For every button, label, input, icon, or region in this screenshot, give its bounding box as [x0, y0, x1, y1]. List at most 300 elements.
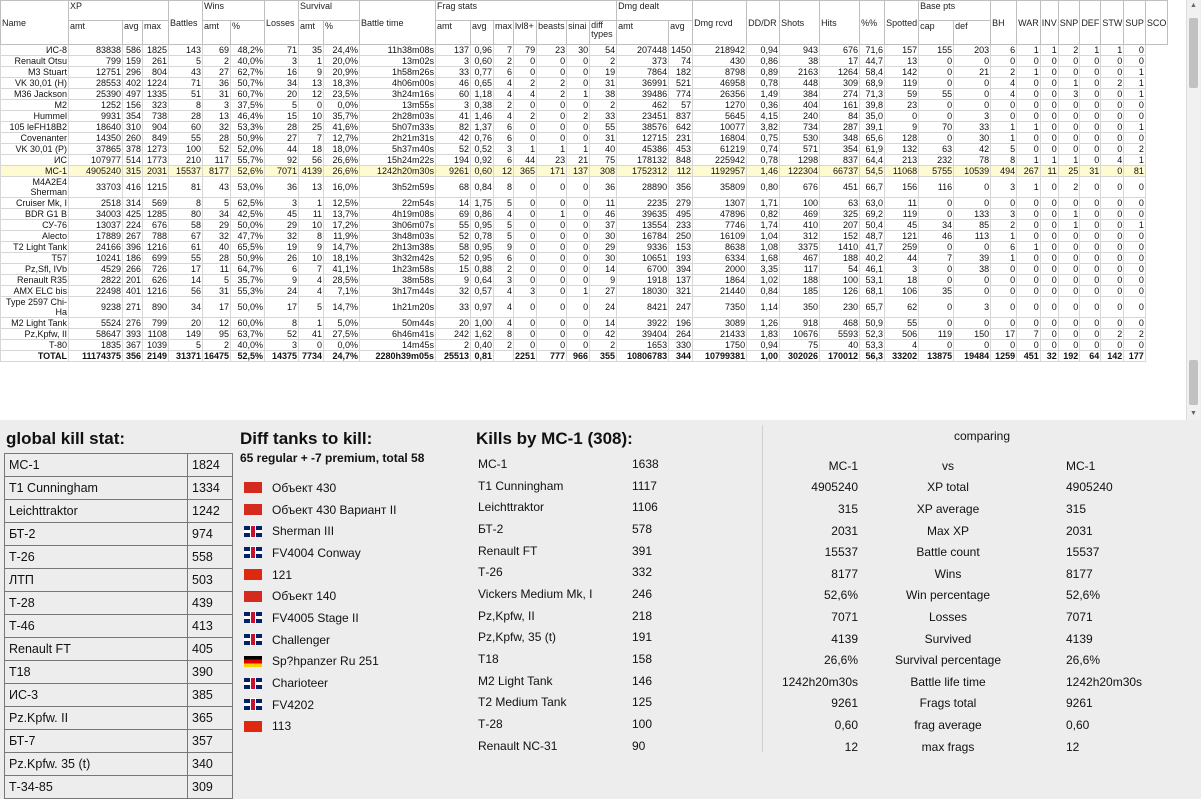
- table-cell: 35: [919, 286, 954, 297]
- kill-count: 1242: [188, 500, 233, 523]
- table-cell: 0: [1101, 286, 1124, 297]
- table-cell: 13: [299, 177, 324, 198]
- table-cell: 1285: [143, 209, 169, 220]
- table-cell: 33: [436, 297, 471, 318]
- table-cell: 126: [820, 286, 860, 297]
- table-cell: 41: [299, 329, 324, 340]
- col-frag-lvl8-header[interactable]: lvl8+: [514, 21, 537, 45]
- total-cell: [494, 351, 514, 362]
- table-row[interactable]: [1, 177, 1168, 198]
- table-cell: 3h06m07s: [360, 220, 436, 231]
- right-value: 15537: [1066, 545, 1100, 560]
- table-cell: 514: [123, 155, 143, 166]
- table-cell: 68,1: [860, 286, 885, 297]
- table-cell: 5: [203, 198, 231, 209]
- table-cell: 38m58s: [360, 275, 436, 286]
- list-item: [478, 735, 762, 757]
- table-cell: 196: [669, 318, 693, 329]
- table-cell: 218942: [693, 45, 747, 56]
- table-row[interactable]: [1, 286, 1168, 297]
- table-row[interactable]: [1, 231, 1168, 242]
- table-cell: 1,62: [471, 329, 494, 340]
- list-item: [5, 615, 233, 638]
- table-cell: 56: [169, 286, 203, 297]
- tank-name: FV4202: [272, 697, 315, 712]
- kill-count: 218: [632, 608, 653, 623]
- col-frag-stats-header[interactable]: Frag stats: [436, 1, 617, 21]
- table-row[interactable]: [1, 329, 1168, 340]
- table-cell: 5h37m40s: [360, 144, 436, 155]
- diff-tanks-title: Diff tanks to kill:: [240, 429, 373, 448]
- left-value: 7071: [831, 609, 858, 624]
- table-cell: 0,86: [471, 209, 494, 220]
- right-value: 1242h20m30s: [1066, 674, 1143, 689]
- table-cell: 8421: [617, 297, 669, 318]
- table-cell: 6: [991, 242, 1017, 253]
- tank-name-cell: Alecto: [1, 231, 69, 242]
- metric-label: Frags total: [919, 696, 977, 711]
- table-cell: 25390: [69, 89, 123, 100]
- table-cell: 430: [693, 56, 747, 67]
- table-cell: 43: [203, 177, 231, 198]
- table-cell: 1,00: [471, 318, 494, 329]
- table-row[interactable]: [1, 89, 1168, 100]
- table-cell: 309: [820, 78, 860, 89]
- total-cell: 192: [1058, 351, 1080, 362]
- table-cell: 32: [203, 122, 231, 133]
- table-cell: 0: [567, 340, 590, 351]
- table-cell: 0,77: [471, 67, 494, 78]
- col-war-header[interactable]: WAR: [1017, 1, 1041, 45]
- table-cell: 36: [590, 177, 617, 198]
- table-cell: 30: [567, 45, 590, 56]
- table-cell: 1410: [820, 242, 860, 253]
- table-cell: 7: [299, 133, 324, 144]
- table-cell: 6: [494, 122, 514, 133]
- table-cell: 2: [203, 56, 231, 67]
- table-cell: 0: [1101, 231, 1124, 242]
- kill-count: 974: [188, 523, 233, 546]
- tank-name: Pz,Kpfw, II: [478, 608, 535, 623]
- table-cell: 1: [1017, 155, 1041, 166]
- table-cell: 33: [590, 111, 617, 122]
- table-cell: 0: [567, 242, 590, 253]
- table-cell: 308: [590, 166, 617, 177]
- table-cell: 46: [436, 78, 471, 89]
- table-row[interactable]: [1, 297, 1168, 318]
- table-cell: 4: [494, 111, 514, 122]
- total-cell: 2251: [515, 351, 536, 361]
- table-row[interactable]: [1, 67, 1168, 78]
- table-cell: 5524: [69, 318, 123, 329]
- table-cell: 425: [123, 209, 143, 220]
- table-cell: 20: [169, 318, 203, 329]
- metric-label: frag average: [914, 717, 982, 732]
- table-row[interactable]: [1, 209, 1168, 220]
- table-cell: 9: [265, 275, 299, 286]
- table-cell: 0: [1058, 56, 1080, 67]
- table-cell: 0,96: [471, 45, 494, 56]
- scroll-down-icon[interactable]: ▼: [1190, 410, 1197, 417]
- table-cell: 5: [203, 275, 231, 286]
- col-spotted-header[interactable]: Spotted: [885, 1, 919, 45]
- col-wins-header[interactable]: Wins: [203, 1, 265, 21]
- table-cell: 0: [919, 133, 954, 144]
- col-base-def-header[interactable]: def: [954, 21, 991, 45]
- scrollbar-thumb[interactable]: [1189, 18, 1198, 88]
- table-cell: 58,4: [860, 67, 885, 78]
- col-sup-header[interactable]: SUP: [1124, 1, 1146, 45]
- table-cell: 1864: [693, 275, 747, 286]
- table-cell: 2: [1101, 329, 1124, 340]
- table-cell: 0,92: [471, 155, 494, 166]
- table-cell: 367: [123, 340, 143, 351]
- table-cell: 734: [780, 122, 820, 133]
- col-stw-header[interactable]: STW: [1101, 1, 1124, 45]
- table-cell: 1h58m26s: [360, 67, 436, 78]
- table-cell: 0,38: [471, 100, 494, 111]
- germany-flag-icon: [244, 656, 262, 667]
- table-cell: 188: [780, 275, 820, 286]
- table-cell: 321: [669, 286, 693, 297]
- table-row[interactable]: [1, 340, 1168, 351]
- table-cell: 451: [820, 177, 860, 198]
- total-cell: 56,3: [860, 351, 885, 362]
- table-cell: 0: [1124, 133, 1146, 144]
- table-cell: 116: [919, 177, 954, 198]
- table-cell: 33703: [69, 177, 123, 198]
- table-row[interactable]: [1, 264, 1168, 275]
- table-cell: 0: [1058, 111, 1080, 122]
- table-vertical-scrollbar[interactable]: [1186, 0, 1200, 420]
- table-row[interactable]: [1, 155, 1168, 166]
- table-row[interactable]: [1, 100, 1168, 111]
- total-cell: 966: [567, 351, 590, 362]
- table-cell: 4h19m08s: [360, 209, 436, 220]
- total-label: TOTAL: [1, 351, 69, 362]
- table-cell: 106: [885, 286, 919, 297]
- col-shots-header[interactable]: Shots: [780, 1, 820, 45]
- comparing-title: comparing: [953, 429, 1011, 443]
- table-cell: 71,6: [860, 45, 885, 56]
- table-cell: 10651: [617, 253, 669, 264]
- col-frag-max-header[interactable]: max: [494, 21, 514, 45]
- table-cell: 261: [143, 56, 169, 67]
- table-cell: 3: [954, 297, 991, 318]
- col-survival-header[interactable]: Survival: [299, 1, 360, 21]
- col-surv-pct-header[interactable]: %: [324, 21, 360, 45]
- table-cell: 5: [494, 198, 514, 209]
- table-cell: 0: [1124, 100, 1146, 111]
- table-cell: 0: [537, 231, 567, 242]
- table-row[interactable]: [1, 133, 1168, 144]
- col-battles-header[interactable]: Battles: [169, 1, 203, 45]
- table-cell: 39,8: [860, 100, 885, 111]
- table-row[interactable]: [1, 122, 1168, 133]
- col-dd-dr-header[interactable]: DD/DR: [747, 1, 780, 45]
- col-hits-header[interactable]: Hits: [820, 1, 860, 45]
- total-cell: 19484: [954, 351, 991, 362]
- table-cell: 453: [669, 144, 693, 155]
- col-xp-amt-header[interactable]: amt: [69, 21, 123, 45]
- table-cell: 25: [299, 122, 324, 133]
- table-row[interactable]: [1, 56, 1168, 67]
- table-cell: 55: [169, 253, 203, 264]
- col-frag-avg-header[interactable]: avg: [471, 21, 494, 45]
- kill-count: 309: [188, 776, 233, 799]
- table-cell: 1825: [143, 45, 169, 56]
- col-wins-amt-header[interactable]: amt: [203, 21, 231, 45]
- scroll-up-icon[interactable]: ▲: [1190, 2, 1197, 9]
- table-cell: 61219: [693, 144, 747, 155]
- table-cell: 448: [780, 78, 820, 89]
- table-cell: 0: [1080, 220, 1101, 231]
- col-base-cap-header[interactable]: cap: [919, 21, 954, 45]
- table-cell: 323: [143, 100, 169, 111]
- table-cell: 0: [1080, 155, 1101, 166]
- col-snp-header[interactable]: SNP: [1058, 1, 1080, 45]
- table-cell: 699: [143, 253, 169, 264]
- col-frag-sinai-header[interactable]: sinai: [567, 21, 590, 45]
- table-cell: 10: [299, 111, 324, 122]
- metric-label: Max XP: [926, 523, 969, 538]
- right-value: 315: [1066, 501, 1087, 516]
- table-cell: 287: [820, 122, 860, 133]
- table-cell: 0: [919, 78, 954, 89]
- table-cell: 0: [1124, 286, 1146, 297]
- total-cell: 52,5%: [231, 351, 265, 362]
- table-cell: 0: [537, 297, 567, 318]
- table-cell: 40: [590, 144, 617, 155]
- col-xp-header[interactable]: XP: [69, 1, 169, 21]
- table-row[interactable]: [1, 45, 1168, 56]
- table-cell: 46958: [693, 78, 747, 89]
- table-row[interactable]: [1, 78, 1168, 89]
- table-cell: 75: [590, 155, 617, 166]
- table-cell: 14m45s: [360, 340, 436, 351]
- right-value: 52,6%: [1066, 588, 1101, 603]
- table-cell: 0: [1124, 45, 1146, 56]
- table-cell: 0: [1124, 56, 1146, 67]
- table-cell: 19: [590, 67, 617, 78]
- table-cell: 0: [537, 264, 567, 275]
- col-dmg-dealt-header[interactable]: Dmg dealt: [617, 1, 693, 21]
- table-cell: 16,0%: [324, 177, 360, 198]
- list-item: [5, 707, 233, 730]
- col-base-pts-header[interactable]: Base pts: [919, 1, 991, 21]
- table-row[interactable]: [1, 220, 1168, 231]
- table-cell: 396: [123, 242, 143, 253]
- table-row[interactable]: [1, 242, 1168, 253]
- scrollbar-thumb-lower[interactable]: [1189, 360, 1198, 405]
- table-cell: 0: [567, 297, 590, 318]
- table-cell: 2000: [693, 264, 747, 275]
- table-cell: 42: [436, 133, 471, 144]
- right-value: 26,6%: [1066, 653, 1101, 668]
- table-cell: 39486: [617, 89, 669, 100]
- table-cell: 3: [885, 264, 919, 275]
- table-cell: 6700: [617, 264, 669, 275]
- table-cell: 0: [919, 198, 954, 209]
- table-cell: 112: [669, 166, 693, 177]
- table-cell: 1,14: [747, 297, 780, 318]
- comparison-row: [763, 649, 1201, 671]
- table-cell: 0: [1017, 318, 1041, 329]
- table-cell: 0: [1124, 297, 1146, 318]
- table-cell: 0: [567, 253, 590, 264]
- table-cell: 71: [265, 45, 299, 56]
- col-sco-header[interactable]: SCO: [1145, 1, 1168, 45]
- table-cell: 279: [669, 198, 693, 209]
- table-cell: 34: [265, 78, 299, 89]
- table-cell: 837: [669, 111, 693, 122]
- table-cell: 46: [590, 209, 617, 220]
- table-cell: 0: [514, 122, 537, 133]
- table-cell: 354: [123, 111, 143, 122]
- table-cell: 0: [1101, 56, 1124, 67]
- table-cell: 0: [537, 220, 567, 231]
- table-cell: 0: [1101, 220, 1124, 231]
- col-xp-max-header[interactable]: max: [143, 21, 169, 45]
- col-frag-beasts-header[interactable]: beasts: [537, 21, 567, 45]
- table-cell: 4: [494, 209, 514, 220]
- table-cell: 2: [590, 340, 617, 351]
- table-cell: 55: [885, 318, 919, 329]
- table-cell: 65,6: [860, 133, 885, 144]
- table-cell: 1h23m58s: [360, 264, 436, 275]
- table-cell: 2: [494, 56, 514, 67]
- col-battle-time-header[interactable]: Battle time: [360, 1, 436, 45]
- table-cell: 2: [1124, 329, 1146, 340]
- table-cell: 8: [991, 155, 1017, 166]
- col-inv-header[interactable]: INV: [1040, 1, 1058, 45]
- table-cell: 0,65: [471, 78, 494, 89]
- col-hit-pct-header[interactable]: %%: [860, 1, 885, 45]
- col-def-header[interactable]: DEF: [1080, 1, 1101, 45]
- table-cell: 0: [567, 122, 590, 133]
- col-xp-avg-header[interactable]: avg: [123, 21, 143, 45]
- col-name-header[interactable]: Name: [1, 1, 69, 45]
- table-cell: 10: [299, 253, 324, 264]
- col-losses-header[interactable]: Losses: [265, 1, 299, 45]
- tank-name-cell: Renault Otsu: [1, 56, 69, 67]
- tank-name: Т-46: [5, 615, 188, 638]
- table-cell: 4: [494, 297, 514, 318]
- list-item: [478, 453, 762, 475]
- table-cell: 0: [1124, 318, 1146, 329]
- table-cell: 240: [780, 111, 820, 122]
- table-cell: 3h48m03s: [360, 231, 436, 242]
- table-row[interactable]: [1, 111, 1168, 122]
- table-cell: 1: [991, 133, 1017, 144]
- table-cell: 40,0%: [231, 340, 265, 351]
- table-cell: 0: [954, 89, 991, 100]
- table-cell: 42: [954, 144, 991, 155]
- table-cell: 34003: [69, 209, 123, 220]
- table-cell: 2: [991, 220, 1017, 231]
- col-frag-amt-header[interactable]: amt: [436, 21, 471, 45]
- table-row[interactable]: [1, 166, 1168, 177]
- table-row[interactable]: [1, 198, 1168, 209]
- table-cell: 354: [820, 144, 860, 155]
- table-cell: 1: [299, 318, 324, 329]
- table-cell: 39404: [617, 329, 669, 340]
- tank-name: Vickers Medium Mk, I: [478, 586, 593, 601]
- tank-name-cell: M2 Light Tank: [1, 318, 69, 329]
- table-cell: 9: [885, 122, 919, 133]
- table-cell: 267: [123, 231, 143, 242]
- tank-name-cell: T57: [1, 253, 69, 264]
- table-cell: 8: [169, 100, 203, 111]
- table-cell: 4: [299, 286, 324, 297]
- table-cell: 315: [123, 166, 143, 177]
- table-cell: 100: [169, 144, 203, 155]
- table-cell: 201: [123, 275, 143, 286]
- col-dmg-rcvd-header[interactable]: Dmg rcvd: [693, 1, 747, 45]
- table-cell: 1,74: [747, 220, 780, 231]
- col-wins-pct-header[interactable]: %: [231, 21, 265, 45]
- col-bh-header[interactable]: BH: [991, 1, 1017, 45]
- col-surv-amt-header[interactable]: amt: [299, 21, 324, 45]
- table-cell: 5: [299, 297, 324, 318]
- table-cell: 48,2%: [231, 45, 265, 56]
- table-cell: 642: [669, 122, 693, 133]
- table-row[interactable]: [1, 253, 1168, 264]
- table-cell: 1: [1101, 45, 1124, 56]
- table-row[interactable]: [1, 144, 1168, 155]
- table-cell: 1242h20m30s: [360, 166, 436, 177]
- table-cell: 81: [1124, 166, 1146, 177]
- table-cell: 10676: [780, 329, 820, 340]
- kill-count: 1106: [632, 500, 658, 515]
- table-cell: 26,6%: [324, 155, 360, 166]
- table-cell: 0: [1040, 133, 1058, 144]
- table-cell: 8: [299, 231, 324, 242]
- col-dmg-amt-header[interactable]: amt: [617, 21, 669, 45]
- table-cell: 0: [537, 177, 567, 198]
- table-cell: 52: [436, 231, 471, 242]
- table-cell: 52,3: [860, 329, 885, 340]
- table-cell: 52: [436, 144, 471, 155]
- table-cell: 52,6%: [231, 166, 265, 177]
- table-cell: 571: [780, 144, 820, 155]
- table-row[interactable]: [1, 275, 1168, 286]
- tank-name: ИС-3: [5, 684, 188, 707]
- left-value: МС-1: [828, 458, 858, 473]
- tank-name: FV4005 Stage II: [272, 610, 359, 625]
- table-cell: 3: [494, 275, 514, 286]
- table-cell: 3089: [693, 318, 747, 329]
- table-cell: 774: [669, 89, 693, 100]
- table-cell: 0,94: [747, 340, 780, 351]
- total-cell: 170012: [820, 351, 860, 362]
- table-cell: 0: [1040, 111, 1058, 122]
- tank-name-cell: VK 30,01 (H): [1, 78, 69, 89]
- table-cell: 0: [1124, 275, 1146, 286]
- table-cell: 28: [203, 133, 231, 144]
- col-dmg-avg-header[interactable]: avg: [669, 21, 693, 45]
- table-cell: 32: [203, 231, 231, 242]
- table-cell: 37,5%: [231, 100, 265, 111]
- table-row[interactable]: [1, 318, 1168, 329]
- col-frag-diff-header[interactable]: diff types: [590, 21, 617, 45]
- metric-label: vs: [942, 458, 954, 473]
- table-cell: 143: [169, 45, 203, 56]
- table-cell: 3h52m59s: [360, 177, 436, 198]
- table-cell: 2: [1058, 177, 1080, 198]
- table-cell: 61: [169, 242, 203, 253]
- table-cell: 4: [494, 286, 514, 297]
